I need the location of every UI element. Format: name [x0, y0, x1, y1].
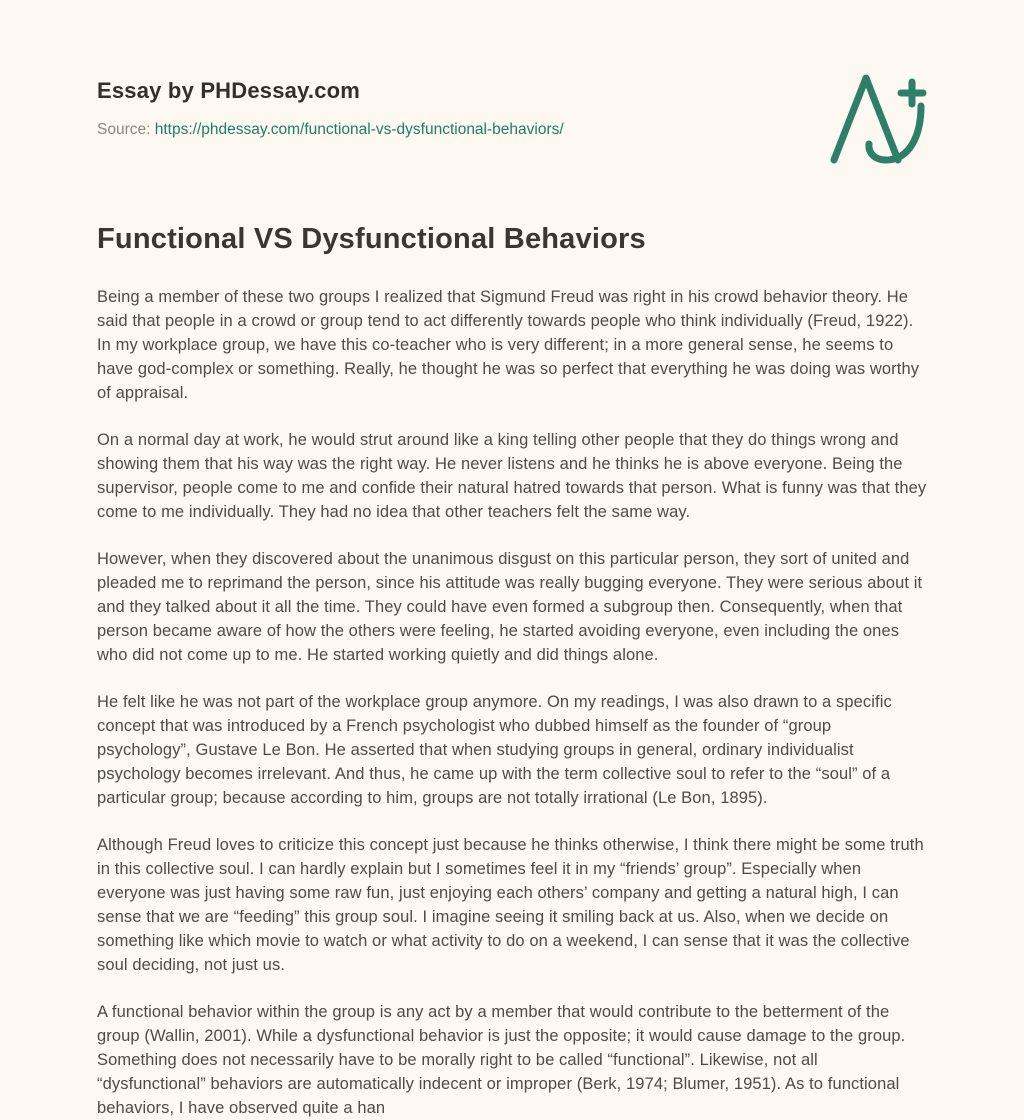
- page-title: Functional VS Dysfunctional Behaviors: [97, 223, 646, 255]
- source-label: Source:: [97, 121, 151, 138]
- brand-heading: Essay by PHDessay.com: [97, 78, 361, 103]
- logo-plus-stroke: [901, 82, 923, 104]
- paragraph-2: On a normal day at work, he would strut around like a king telling other people that they do things wrong and showing them that his way was the right way. He never listens and he thinks he is above everyone. Being the supervisor, people come to me and confide their natural hatred towards that person. What is funny was that they come to me individually. They had no idea that other teachers felt the same way.: [97, 431, 927, 521]
- paragraph-1: Being a member of these two groups I realized that Sigmund Freud was right in his crowd behavior theory. He said that people in a crowd or group tend to act differently towards people who think individually (Freud, 1922). In my workplace group, we have this co-teacher who is very different; in a more general sense, he seems to have god-complex or something. Really, he thought he was so perfect that everything he was doing was worthy of appraisal.: [97, 288, 920, 402]
- paragraph-4: He felt like he was not part of the workplace group anymore. On my readings, I was also drawn to a specific concept that was introduced by a French psychologist who dubbed himself as the founder of “group psychology”, Gustave Le Bon. He asserted that when studying groups in general, ordinary individualist psychology becomes irrelevant. And thus, he came up with the term collective soul to refer to the “soul” of a particular group; because according to him, groups are not totally irrational (Le Bon, 1895).: [97, 693, 892, 807]
- phdessay-logo-icon: [824, 68, 936, 164]
- source-url-link[interactable]: https://phdessay.com/functional-vs-dysfunctional-behaviors/: [154, 121, 564, 138]
- article-body: [97, 285, 927, 1120]
- paragraph-6: A functional behavior within the group is any act by a member that would contribute to the betterment of the group (Wallin, 2001). While a dysfunctional behavior is just the opposite; it would cause damage to the group. Something does not necessarily have to be morally right to be called “functional”. Likewise, not all “dysfunctional” behaviors are automatically indecent or improper (Berk, 1974; Blumer, 1951). As to functional behaviors, I have observed quite a han: [97, 1003, 906, 1117]
- paragraph-5: Although Freud loves to criticize this concept just because he thinks otherwise, I think there might be some truth in this collective soul. I can hardly explain but I sometimes feel it in my “friends’ group”. Especially when everyone was just having some raw fun, just enjoying each others’ company and getting a natural high, I can sense that we are “feeding” this group soul. I imagine seeing it smiling back at us. Also, when we decide on something like which movie to watch or what activity to do on a weekend, I can sense that it was the collective soul deciding, not just us.: [97, 836, 924, 974]
- source-line: [97, 121, 927, 139]
- paragraph-3: However, when they discovered about the unanimous disgust on this particular person, they sort of united and pleaded me to reprimand the person, since his attitude was really bugging everyone. They were serious about it and they talked about it all the time. They could have even formed a subgroup then. Consequently, when that person became aware of how the others were feeling, he started avoiding everyone, even including the ones who did not come up to me. He started working quietly and did things alone.: [97, 550, 923, 664]
